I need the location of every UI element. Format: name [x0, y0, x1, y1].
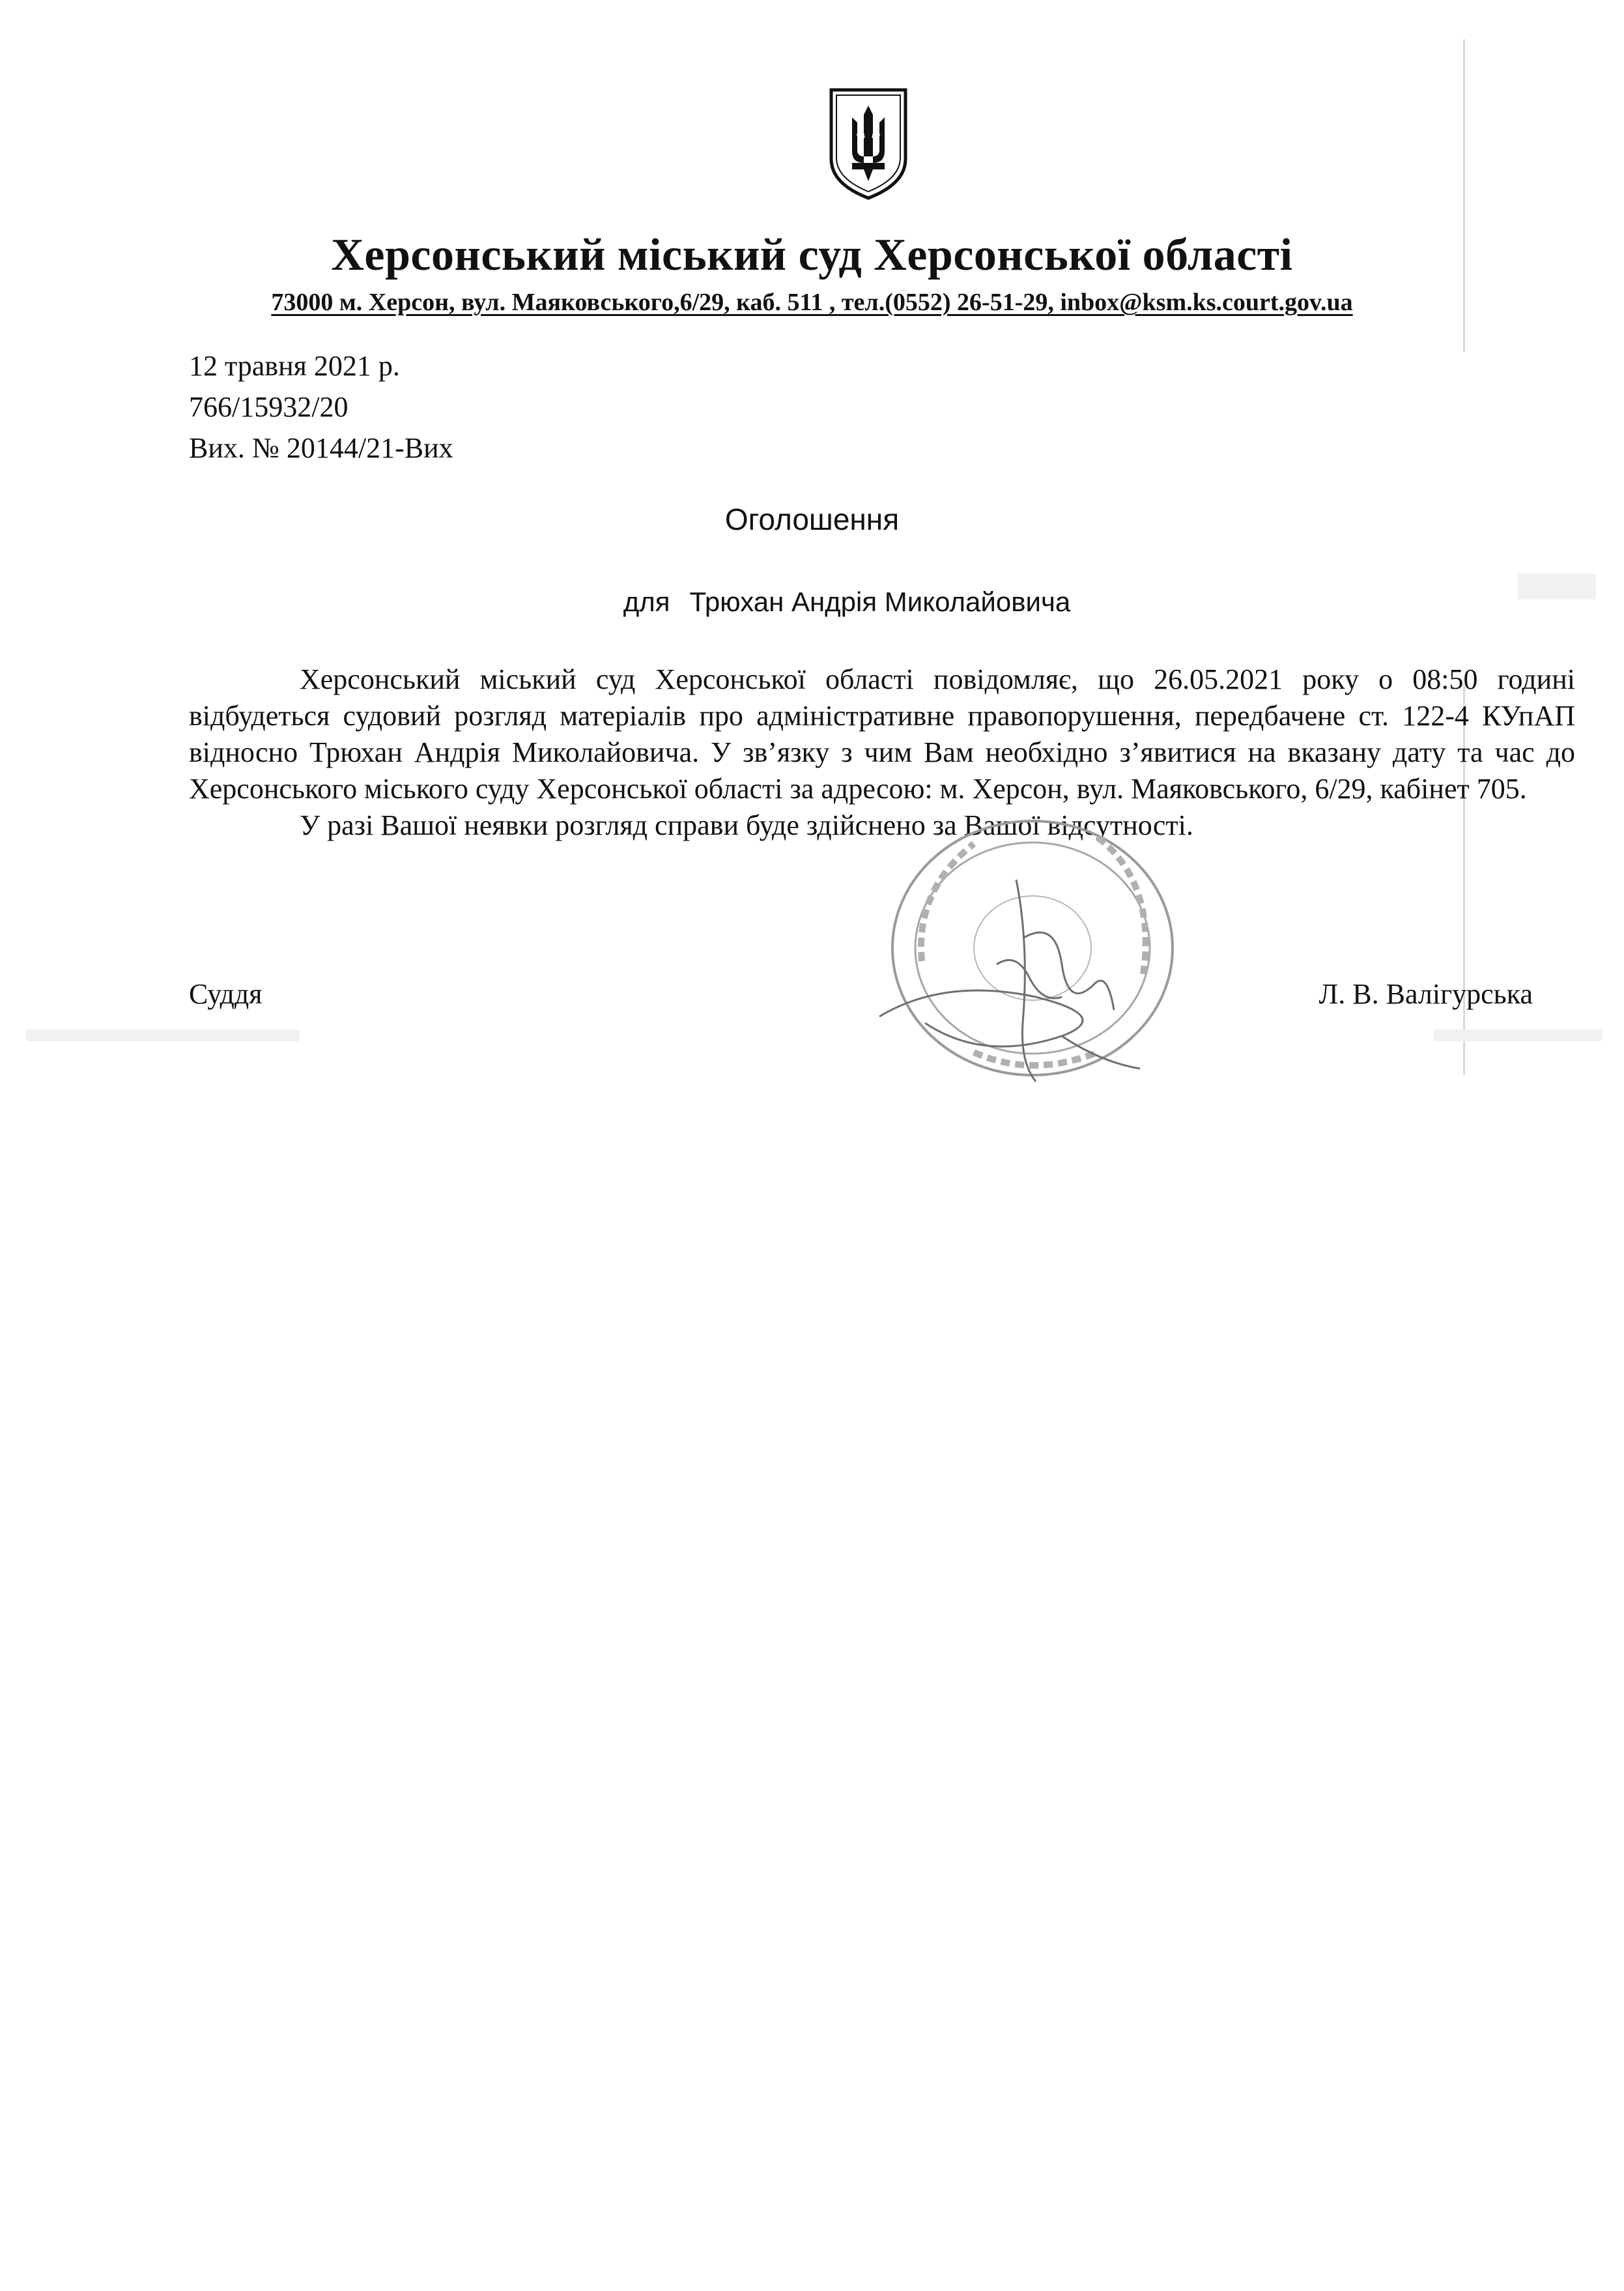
recipient-line [0, 586, 1624, 618]
signatory-name: Л. В. Валігурська [1318, 978, 1533, 1010]
recipient-prefix: для [623, 586, 670, 617]
signatory-role: Суддя [189, 978, 263, 1010]
body-paragraph-1: Херсонський міський суд Херсонської області повідомляє, що 26.05.2021 року о 08:50 годині відбудеться судовий розгляд матеріалів про адміністративне правопорушення, передбачене ст. 122-4 КУпАП відносно Трюхан Андрія Миколайовича. У зв’язку з чим Вам необхідно з’явитися на вказану дату та час до Херсонського міського суду Херсонської області за адресою: м. Херсон, вул. Маяковського, 6/29, кабінет 705. [189, 663, 1575, 805]
handwritten-signature-icon [866, 867, 1192, 1088]
document-title: Оголошення [724, 502, 900, 536]
recipient-name: Трюхан Андрія Миколайовича [689, 586, 1071, 617]
body-paragraph-2: У разі Вашої неявки розгляд справи буде здійснено за Вашої відсутності. [300, 809, 1193, 841]
scan-artifact-smudge [1433, 1030, 1603, 1041]
announcement-body [189, 661, 1575, 844]
trident-coat-of-arms-icon [826, 86, 911, 202]
court-address-line: 73000 м. Херсон, вул. Маяковського,6/29, каб. 511 , тел.(0552) 26-51-29, inbox@ksm.ks.court.gov.ua [271, 289, 1353, 316]
court-name-heading: Херсонський міський суд Херсонської області [331, 230, 1293, 280]
outgoing-number: Вих. № 20144/21-Вих [189, 432, 453, 464]
case-number: 766/15932/20 [189, 391, 349, 423]
document-date: 12 травня 2021 р. [189, 350, 400, 382]
scan-artifact-smudge [26, 1030, 300, 1041]
document-meta [189, 345, 453, 468]
